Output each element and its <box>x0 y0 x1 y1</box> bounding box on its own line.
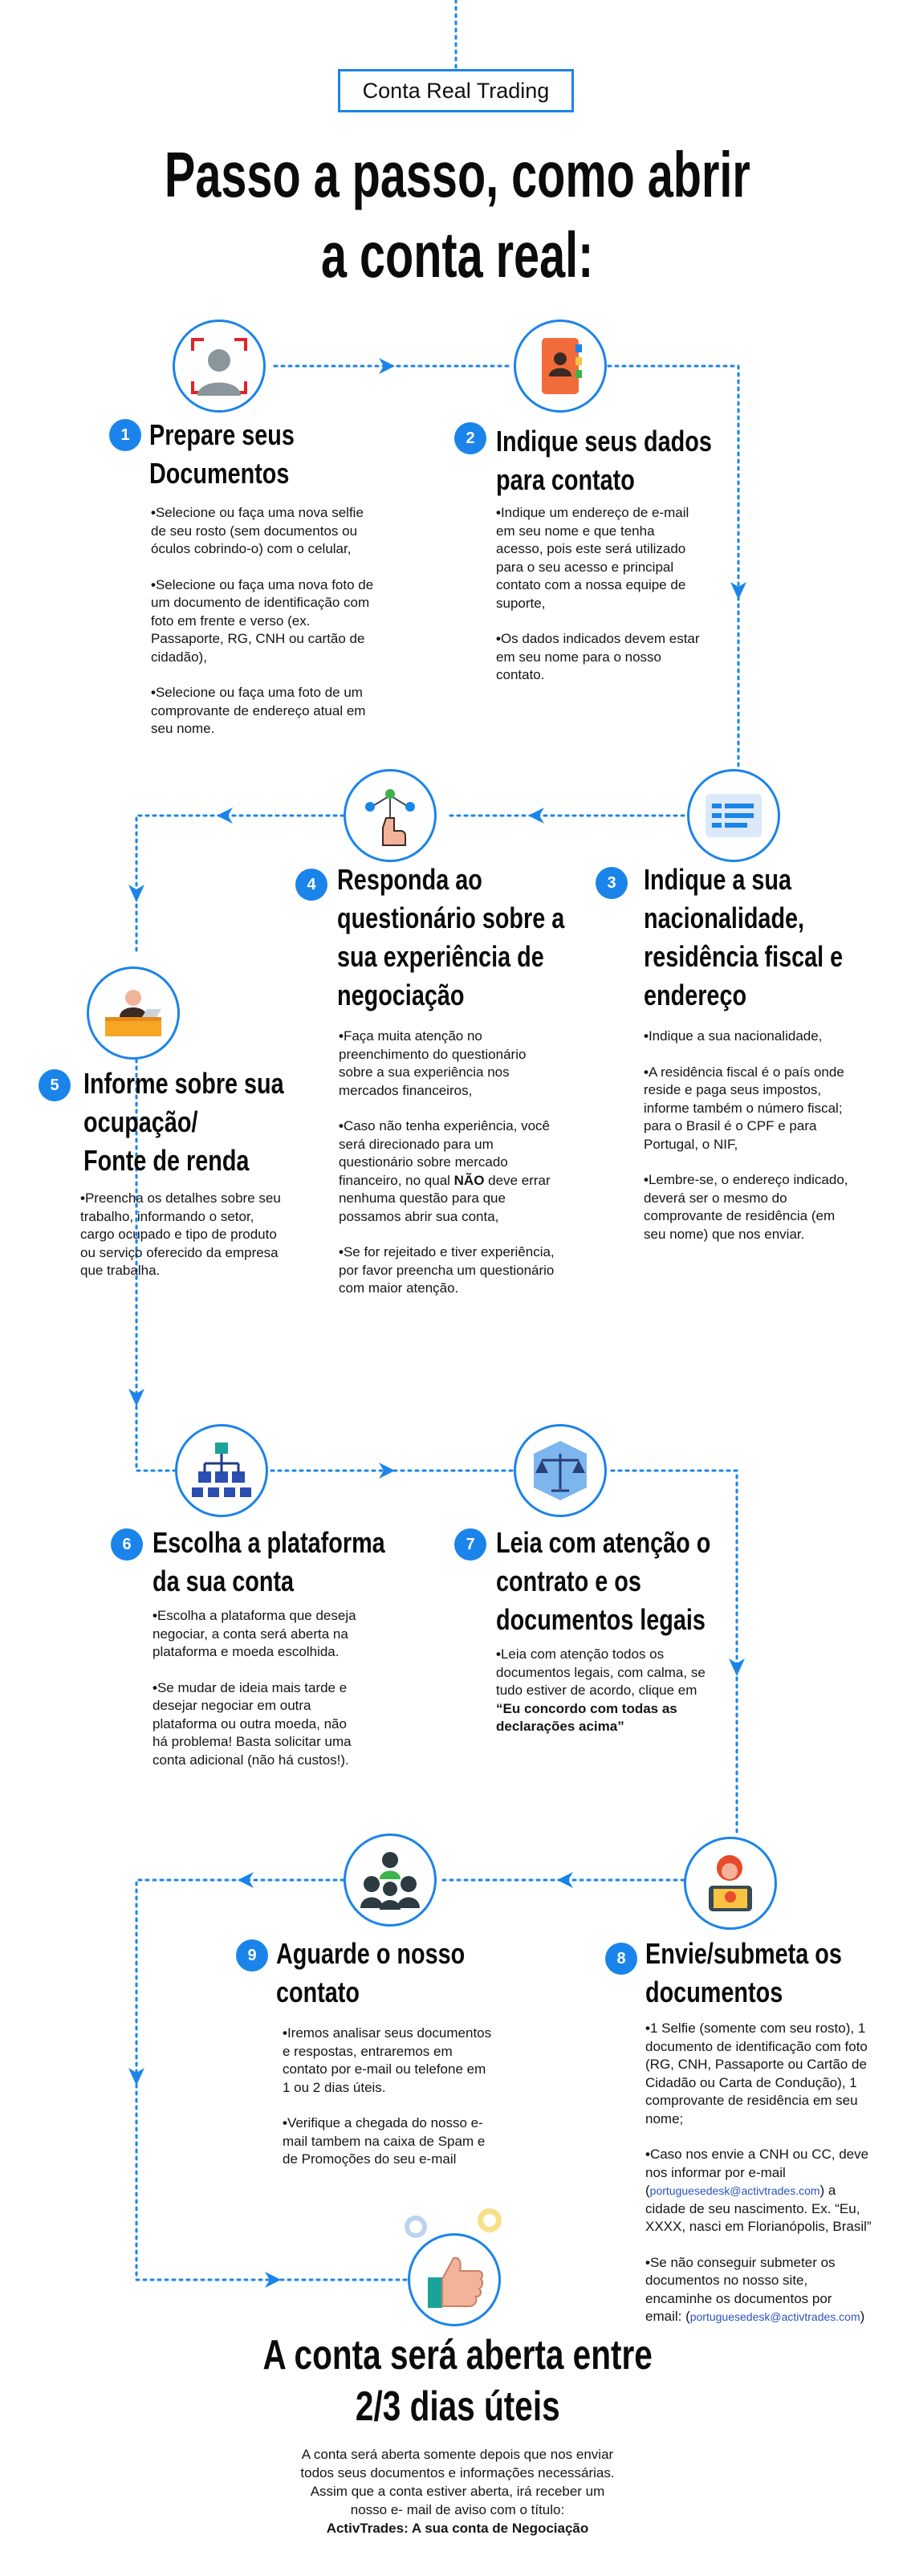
bullet-item: • Lembre-se, o endereço indicado, deverá ser o mesmo do comprovante de residência (em seu nome) que nos enviar. <box>644 1171 860 1243</box>
email-link[interactable]: portuguesedesk@activtrades.com <box>689 2310 860 2323</box>
step-number-badge: 2 <box>454 422 486 454</box>
bullet-item: • Selecione ou faça uma nova selfie de seu rosto (sem documentos ou óculos cobrindo-o) com o celular, <box>151 504 376 559</box>
bullet-item: • Faça muita atenção no preenchimento do questionário sobre a sua experiência nos mercados financeiros, <box>339 1028 557 1100</box>
bullet-item: • Caso nos envie a CNH ou CC, deve nos informar por e-mail (portuguesedesk@activtrades.com) a cidade de seu nascimento. Ex. “Eu, XXXX, nasci em Florianópolis, Brasil” <box>645 2146 872 2236</box>
step-title: Aguarde o nosso contato <box>276 1937 466 2008</box>
step-title: Prepare seus Documentos <box>149 418 295 490</box>
office-worker-icon <box>87 967 180 1060</box>
step-number-badge: 5 <box>39 1069 71 1101</box>
decor-coin-gold-icon <box>474 2204 506 2236</box>
phone-selfie-icon <box>684 1837 777 1930</box>
bullet-item: • Indique um endereço de e-mail em seu nome e que tenha acesso, pois este será utilizado para o seu acesso e principal contato com a nossa equipe de suporte, <box>496 504 702 612</box>
step-bullets <box>644 1028 860 1261</box>
hierarchy-icon <box>175 1424 268 1517</box>
step-bullets <box>645 2020 872 2344</box>
bullet-item: • 1 Selfie (somente com seu rosto), 1 documento de identificação com foto (RG, CNH, Passaporte ou Cartão de Cidadão ou Carta de Condução), 1 comprovante de residência em seu nome; <box>645 2020 872 2128</box>
step-title: Indique seus dados para contato <box>496 425 712 496</box>
step-number-badge: 6 <box>111 1528 143 1561</box>
step-bullets <box>80 1190 284 1298</box>
step-number-badge: 4 <box>295 869 327 901</box>
emphasis-text: “Eu concordo com todas as declarações acima” <box>496 1700 677 1734</box>
step-bullets <box>152 1607 363 1787</box>
step-bullets <box>283 2025 493 2187</box>
bullet-item: • Caso não tenha experiência, você será direcionado para um questionário sobre mercado financeiro, no qual NÃO deve errar nenhuma questão para que possamos abrir sua conta, <box>339 1117 557 1226</box>
bullet-item: • Indique a sua nacionalidade, <box>644 1028 860 1046</box>
bullet-item: • Se mudar de ideia mais tarde e desejar negociar em outra plataforma ou outra moeda, não há problema! Basta solicitar uma conta adicional (não há custos!). <box>152 1679 363 1770</box>
page-title-line2: a conta real: <box>321 219 594 291</box>
bullet-item: • Leia com atenção todos os documentos legais, com calma, se tudo estiver de acordo, clique em “Eu concordo com todas as declarações acima” <box>496 1646 706 1736</box>
bullet-item: • Escolha a plataforma que deseja negociar, a conta será aberta na plataforma e moeda escolhida. <box>152 1607 363 1662</box>
decor-coin-icon <box>401 2212 430 2241</box>
step-number-badge: 8 <box>605 1943 637 1975</box>
bullet-item: • Se for rejeitado e tiver experiência, por favor preencha um questionário com maior atenção. <box>339 1243 557 1298</box>
page-title-line1: Passo a passo, como abrir <box>165 139 750 210</box>
bullet-item: • Verifique a chegada do nosso e-mail tambem na caixa de Spam e de Promoções do seu e-mail <box>283 2114 493 2169</box>
emphasis-text: NÃO <box>453 1172 485 1188</box>
bullet-item: • Preencha os detalhes sobre seu trabalho, informando o setor, cargo ocupado e tipo de produto ou serviço oferecido da empresa que trabalha. <box>80 1190 284 1280</box>
step-number-badge: 7 <box>454 1528 486 1561</box>
step-number-badge: 9 <box>236 1939 268 1972</box>
step-number-badge: 1 <box>109 419 141 451</box>
bullet-item: • Selecione ou faça uma foto de um comprovante de endereço atual em seu nome. <box>151 684 376 739</box>
header-tag: Conta Real Trading <box>338 69 574 112</box>
email-link[interactable]: portuguesedesk@activtrades.com <box>649 2184 820 2197</box>
bullet-item: • Os dados indicados devem estar em seu nome para o nosso contato. <box>496 630 702 685</box>
bullet-item: • Selecione ou faça uma nova foto de um documento de identificação com foto em frente e verso (ex. Passaporte, RG, CNH ou cartão de cidadão), <box>151 576 376 667</box>
team-icon <box>344 1833 437 1927</box>
step-title: Leia com atenção o contrato e os documentos legais <box>496 1526 711 1636</box>
id-card-icon <box>687 769 780 862</box>
scales-icon <box>514 1424 607 1517</box>
email-subject: ActivTrades: A sua conta de Negociação <box>326 2521 589 2536</box>
address-book-icon <box>514 319 607 413</box>
step-bullets <box>151 504 376 756</box>
step-number-badge: 3 <box>596 867 628 899</box>
bullet-item: • A residência fiscal é o país onde reside e paga seus impostos, informe também o número fiscal; para o Brasil é o CPF e para Portugal, o NIF, <box>644 1064 860 1154</box>
step-bullets <box>496 504 702 702</box>
step-title: Indique a sua nacionalidade, residência fiscal e endereço <box>644 863 844 1011</box>
bullet-item: • Iremos analisar seus documentos e respostas, entraremos em contato por e-mail ou telefone em 1 ou 2 dias úteis. <box>283 2025 493 2097</box>
step-bullets <box>339 1028 557 1316</box>
final-body: A conta será aberta somente depois que nos enviar todos seus documentos e informações necessárias. Assim que a conta estiver aberta, irá receber um nosso e- mail de aviso com o título: ActivTrades: A sua conta de Negociação <box>0 2445 915 2537</box>
final-title: A conta será aberta entre 2/3 dias úteis <box>262 2332 653 2430</box>
thumbs-up-icon <box>408 2233 501 2326</box>
step-title: Informe sobre sua ocupação/ Fonte de renda <box>83 1067 284 1177</box>
bullet-item: • Se não conseguir submeter os documentos no nosso site, encaminhe os documentos por email: (portuguesedesk@activtrades.com) <box>645 2254 872 2326</box>
selfie-camera-icon <box>173 319 266 413</box>
step-title: Envie/submeta os documentos <box>645 1937 842 2008</box>
step-bullets <box>496 1646 706 1754</box>
step-title: Escolha a plataforma da sua conta <box>152 1526 385 1597</box>
step-title: Responda ao questionário sobre a sua experiência de negociação <box>337 863 565 1011</box>
touch-network-icon <box>344 769 437 862</box>
